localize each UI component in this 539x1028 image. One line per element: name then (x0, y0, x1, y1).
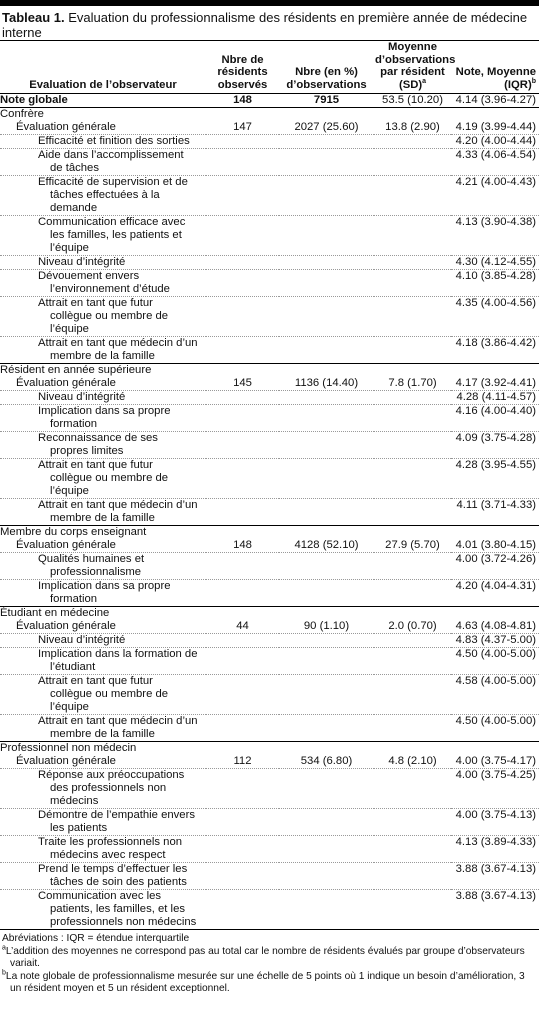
header-mean-text: Moyenne d’observations par résident (SD) (375, 41, 456, 91)
item-label (0, 337, 206, 364)
item-observations (279, 270, 374, 297)
item-label-text: Communication avec les patients, les familles, et les professionnels non médecins (38, 890, 197, 928)
item-row (0, 176, 539, 216)
item-label (0, 580, 206, 607)
general-mean-observations: 13.8 (2.90) (385, 121, 440, 133)
item-score: 4.10 (3.85-4.28) (451, 270, 539, 297)
item-row (0, 715, 539, 742)
item-label (0, 270, 206, 297)
general-label: Évaluation générale (16, 620, 116, 632)
item-row (0, 391, 539, 405)
item-observations (279, 648, 374, 675)
item-label (0, 836, 206, 863)
item-score: 4.35 (4.00-4.56) (451, 297, 539, 337)
header-row (0, 41, 539, 94)
item-observations (279, 256, 374, 270)
general-observations: 4128 (52.10) (294, 539, 359, 551)
item-label (0, 405, 206, 432)
item-label-text: Attrait en tant que médecin d’un membre de la famille (38, 337, 198, 362)
top-rule (0, 0, 539, 6)
item-residents (206, 135, 279, 149)
item-label-text: Dévouement envers l’environnement d’étude (38, 270, 170, 295)
item-row (0, 297, 539, 337)
item-row (0, 459, 539, 499)
general-row (0, 755, 539, 769)
item-score: 4.00 (3.75-4.13) (451, 809, 539, 836)
general-mean-observations: 27.9 (5.70) (385, 539, 440, 551)
item-observations (279, 405, 374, 432)
section-title-row (0, 526, 539, 540)
item-residents (206, 715, 279, 742)
item-label-text: Qualités humaines et professionnalisme (38, 553, 145, 578)
item-mean-observations (374, 391, 451, 405)
item-label-text: Efficacité de supervision et de tâches effectuées à la demande (38, 176, 188, 214)
item-label (0, 809, 206, 836)
item-observations (279, 459, 374, 499)
item-mean-observations (374, 256, 451, 270)
general-observations: 534 (6.80) (300, 755, 353, 767)
item-row (0, 634, 539, 648)
item-residents (206, 553, 279, 580)
item-label-text: Niveau d’intégrité (38, 391, 126, 403)
item-label (0, 499, 206, 526)
item-residents (206, 769, 279, 809)
section-title-row (0, 364, 539, 378)
item-row (0, 863, 539, 890)
general-row (0, 539, 539, 553)
table-label: Tableau 1. (2, 10, 65, 25)
item-observations (279, 809, 374, 836)
item-residents (206, 836, 279, 863)
item-mean-observations (374, 675, 451, 715)
section-title-row (0, 607, 539, 621)
item-label (0, 553, 206, 580)
item-score: 3.88 (3.67-4.13) (451, 863, 539, 890)
item-mean-observations (374, 809, 451, 836)
item-score: 4.83 (4.37-5.00) (451, 634, 539, 648)
item-label (0, 890, 206, 930)
table-notes (0, 930, 539, 996)
item-observations (279, 337, 374, 364)
item-residents (206, 405, 279, 432)
item-label-text: Implication dans la formation de l’étudiant (38, 648, 198, 673)
item-score: 4.09 (3.75-4.28) (451, 432, 539, 459)
overall-mean-observations: 53.5 (10.20) (374, 94, 451, 108)
item-mean-observations (374, 270, 451, 297)
item-label (0, 648, 206, 675)
item-mean-observations (374, 432, 451, 459)
overall-residents: 148 (206, 94, 279, 108)
note-a (2, 946, 535, 971)
general-score: 4.00 (3.75-4.17) (455, 755, 536, 767)
general-mean-observations: 4.8 (2.10) (388, 755, 437, 767)
item-observations (279, 432, 374, 459)
item-label (0, 769, 206, 809)
results-table (0, 40, 539, 930)
item-score: 4.18 (3.86-4.42) (451, 337, 539, 364)
footnote-mark-b: b (531, 77, 536, 85)
overall-score: 4.14 (3.96-4.27) (451, 94, 539, 108)
header-observations: Nbre (en %) d’observations (279, 41, 374, 94)
item-score: 4.00 (3.75-4.25) (451, 769, 539, 809)
general-row (0, 377, 539, 391)
item-label-text: Reconnaissance de ses propres limites (38, 432, 158, 457)
item-mean-observations (374, 499, 451, 526)
item-mean-observations (374, 149, 451, 176)
item-observations (279, 769, 374, 809)
item-mean-observations (374, 769, 451, 809)
item-residents (206, 499, 279, 526)
item-label-text: Démontre de l’empathie envers les patients (38, 809, 195, 834)
item-row (0, 432, 539, 459)
item-score: 4.00 (3.72-4.26) (451, 553, 539, 580)
note-b-text: La note globale de professionnalisme mesurée sur une échelle de 5 points où 1 indique un besoin d’amélioration, 3 un résident moyen et 5 un résident exceptionnel. (5, 970, 525, 994)
item-label (0, 432, 206, 459)
section-title-row (0, 108, 539, 122)
item-row (0, 675, 539, 715)
item-observations (279, 863, 374, 890)
item-label (0, 297, 206, 337)
item-mean-observations (374, 297, 451, 337)
general-label: Évaluation générale (16, 539, 116, 551)
item-label (0, 149, 206, 176)
item-label (0, 863, 206, 890)
item-mean-observations (374, 459, 451, 499)
general-residents: 44 (236, 620, 249, 632)
item-score: 4.33 (4.06-4.54) (451, 149, 539, 176)
item-score: 4.30 (4.12-4.55) (451, 256, 539, 270)
header-score-text: Note, Moyenne (IQR) (455, 66, 536, 91)
item-label-text: Traite les professionnels non médecins avec respect (38, 836, 183, 861)
general-label: Évaluation générale (16, 121, 116, 133)
item-residents (206, 459, 279, 499)
item-residents (206, 149, 279, 176)
item-observations (279, 391, 374, 405)
note-b-mark: b (2, 969, 6, 977)
item-residents (206, 337, 279, 364)
item-residents (206, 216, 279, 256)
item-label (0, 256, 206, 270)
item-row (0, 890, 539, 930)
general-residents: 147 (233, 121, 252, 133)
item-residents (206, 675, 279, 715)
general-score: 4.17 (3.92-4.41) (455, 377, 536, 389)
table-title: Evaluation du professionnalisme des résidents en première année de médecine interne (2, 10, 528, 40)
item-label-text: Attrait en tant que médecin d’un membre de la famille (38, 715, 198, 740)
item-label (0, 216, 206, 256)
item-observations (279, 553, 374, 580)
item-row (0, 580, 539, 607)
item-mean-observations (374, 405, 451, 432)
item-mean-observations (374, 634, 451, 648)
item-mean-observations (374, 863, 451, 890)
item-label (0, 675, 206, 715)
note-b (2, 971, 535, 996)
item-row (0, 135, 539, 149)
item-residents (206, 580, 279, 607)
general-residents: 145 (233, 377, 252, 389)
item-row (0, 149, 539, 176)
item-residents (206, 391, 279, 405)
item-residents (206, 634, 279, 648)
general-observations: 90 (1.10) (303, 620, 350, 632)
item-mean-observations (374, 715, 451, 742)
section-title: Membre du corps enseignant (0, 526, 147, 538)
item-residents (206, 809, 279, 836)
item-label-text: Attrait en tant que futur collègue ou membre de l’équipe (38, 297, 169, 335)
item-observations (279, 836, 374, 863)
item-label (0, 391, 206, 405)
item-score: 3.88 (3.67-4.13) (451, 890, 539, 930)
item-score: 4.21 (4.00-4.43) (451, 176, 539, 216)
item-score: 4.11 (3.71-4.33) (451, 499, 539, 526)
item-row (0, 405, 539, 432)
item-label-text: Efficacité et finition des sorties (38, 135, 190, 147)
item-row (0, 270, 539, 297)
item-score: 4.13 (3.89-4.33) (451, 836, 539, 863)
item-observations (279, 135, 374, 149)
section-title-row (0, 742, 539, 756)
footnote-mark-a: a (422, 77, 427, 85)
general-residents: 148 (233, 539, 252, 551)
item-label-text: Niveau d’intégrité (38, 256, 126, 268)
note-a-mark: a (2, 944, 6, 952)
item-observations (279, 499, 374, 526)
note-a-text: L’addition des moyennes ne correspond pas au total car le nombre de résidents évalués par groupe d’observateurs variait. (5, 945, 525, 969)
item-residents (206, 648, 279, 675)
general-score: 4.63 (4.08-4.81) (455, 620, 536, 632)
item-mean-observations (374, 580, 451, 607)
item-score: 4.50 (4.00-5.00) (451, 715, 539, 742)
item-score: 4.28 (4.11-4.57) (451, 391, 539, 405)
item-residents (206, 863, 279, 890)
item-observations (279, 715, 374, 742)
item-mean-observations (374, 553, 451, 580)
item-mean-observations (374, 216, 451, 256)
item-row (0, 769, 539, 809)
item-row (0, 836, 539, 863)
section-title: Confrère (0, 108, 44, 120)
item-row (0, 216, 539, 256)
item-observations (279, 580, 374, 607)
item-mean-observations (374, 836, 451, 863)
item-mean-observations (374, 176, 451, 216)
section-title: Étudiant en médecine (0, 607, 110, 619)
item-row (0, 553, 539, 580)
header-mean-observations (374, 41, 456, 94)
item-row (0, 499, 539, 526)
general-score: 4.01 (3.80-4.15) (455, 539, 536, 551)
item-row (0, 337, 539, 364)
item-residents (206, 890, 279, 930)
header-observer: Evaluation de l’observateur (0, 41, 206, 94)
item-residents (206, 297, 279, 337)
item-residents (206, 176, 279, 216)
item-label-text: Communication efficace avec les familles, les patients et l’équipe (38, 216, 186, 254)
general-residents: 112 (233, 755, 252, 767)
general-label: Évaluation générale (16, 755, 116, 767)
section-title: Résident en année supérieure (0, 364, 152, 376)
section-title: Professionnel non médecin (0, 742, 137, 754)
item-score: 4.28 (3.95-4.55) (451, 459, 539, 499)
item-mean-observations (374, 890, 451, 930)
item-observations (279, 176, 374, 216)
item-label-text: Prend le temps d’effectuer les tâches de soin des patients (38, 863, 188, 888)
item-label-text: Aide dans l’accomplissement de tâches (38, 149, 184, 174)
item-observations (279, 675, 374, 715)
item-score: 4.58 (4.00-5.00) (451, 675, 539, 715)
item-observations (279, 297, 374, 337)
general-row (0, 620, 539, 634)
general-observations: 2027 (25.60) (294, 121, 359, 133)
item-score: 4.16 (4.00-4.40) (451, 405, 539, 432)
header-residents: Nbre de résidents observés (206, 41, 279, 94)
table-caption (0, 10, 539, 40)
header-score (451, 41, 539, 94)
item-label-text: Attrait en tant que futur collègue ou membre de l’équipe (38, 459, 169, 497)
item-label (0, 634, 206, 648)
item-label-text: Implication dans sa propre formation (38, 405, 171, 430)
item-row (0, 809, 539, 836)
item-observations (279, 149, 374, 176)
item-label-text: Niveau d’intégrité (38, 634, 126, 646)
item-observations (279, 890, 374, 930)
item-label-text: Implication dans sa propre formation (38, 580, 171, 605)
note-abbreviations: Abréviations : IQR = étendue interquartile (2, 933, 190, 944)
overall-row (0, 94, 539, 108)
item-label (0, 176, 206, 216)
item-label (0, 459, 206, 499)
item-score: 4.20 (4.04-4.31) (451, 580, 539, 607)
item-residents (206, 432, 279, 459)
item-score: 4.20 (4.00-4.44) (451, 135, 539, 149)
item-label-text: Réponse aux préoccupations des professionnels non médecins (38, 769, 185, 807)
item-observations (279, 634, 374, 648)
item-score: 4.13 (3.90-4.38) (451, 216, 539, 256)
general-row (0, 121, 539, 135)
item-label (0, 715, 206, 742)
item-label-text: Attrait en tant que futur collègue ou membre de l’équipe (38, 675, 169, 713)
general-observations: 1136 (14.40) (294, 377, 359, 389)
overall-label: Note globale (0, 94, 206, 108)
overall-observations: 7915 (279, 94, 374, 108)
general-mean-observations: 2.0 (0.70) (388, 620, 437, 632)
item-score: 4.50 (4.00-5.00) (451, 648, 539, 675)
item-residents (206, 256, 279, 270)
general-score: 4.19 (3.99-4.44) (455, 121, 536, 133)
item-label-text: Attrait en tant que médecin d’un membre de la famille (38, 499, 198, 524)
table-body (0, 94, 539, 930)
item-mean-observations (374, 337, 451, 364)
item-mean-observations (374, 648, 451, 675)
item-row (0, 256, 539, 270)
item-row (0, 648, 539, 675)
general-label: Évaluation générale (16, 377, 116, 389)
item-mean-observations (374, 135, 451, 149)
item-label (0, 135, 206, 149)
item-residents (206, 270, 279, 297)
general-mean-observations: 7.8 (1.70) (388, 377, 437, 389)
item-observations (279, 216, 374, 256)
